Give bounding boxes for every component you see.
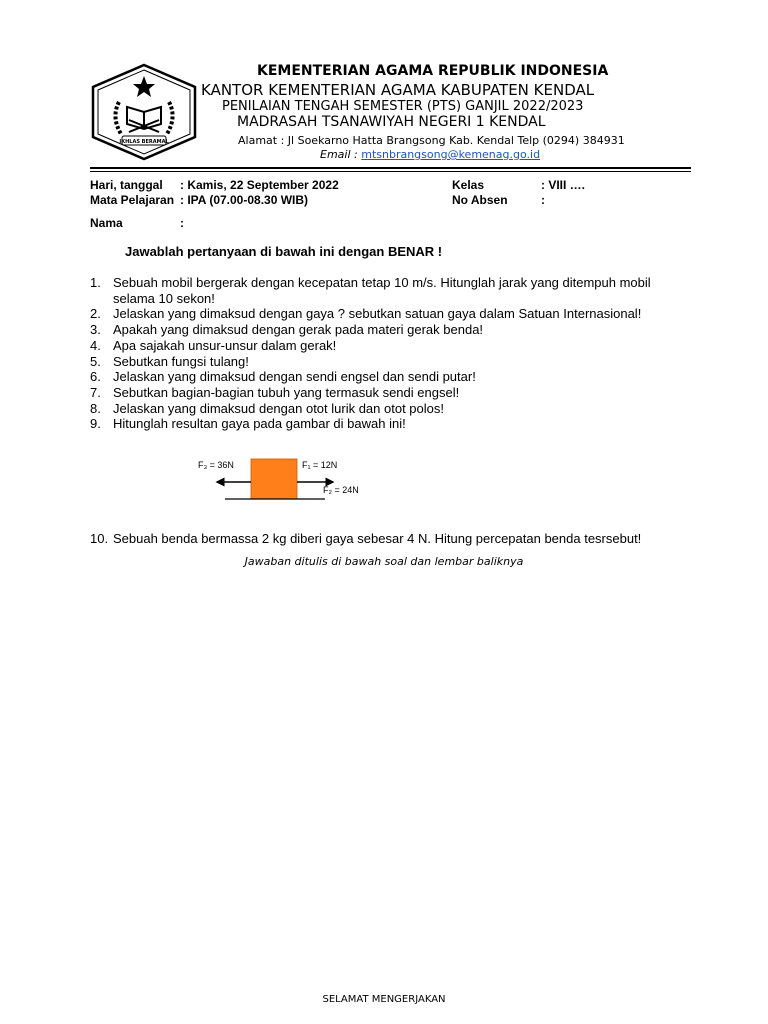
logo-text: IKHLAS BERAMAL xyxy=(119,139,169,145)
question-number: 4. xyxy=(90,337,101,353)
question-number: 6. xyxy=(90,369,101,385)
question-text: Apa sajakah unsur-unsur dalam gerak! xyxy=(113,337,337,353)
header-exam: PENILAIAN TENGAH SEMESTER (PTS) GANJIL 2022/2023 xyxy=(222,99,584,114)
class-value: : VIII …. xyxy=(541,178,586,192)
question-text: Sebuah benda bermassa 2 kg diberi gaya sebesar 4 N. Hitung percepatan benda tesrsebut! xyxy=(113,531,642,546)
question-text: Jelaskan yang dimaksud dengan gaya ? sebutkan satuan gaya dalam Satuan Internasional! xyxy=(113,306,642,322)
question-number: 8. xyxy=(90,400,101,416)
header-office: KANTOR KEMENTERIAN AGAMA KABUPATEN KENDAL xyxy=(201,81,595,99)
question-number: 2. xyxy=(90,306,101,322)
instruction: Jawablah pertanyaan di bawah ini dengan BENAR ! xyxy=(125,244,443,259)
question-number: 9. xyxy=(90,416,101,432)
question-item xyxy=(90,401,690,417)
question-item xyxy=(90,306,690,322)
question-number: 3. xyxy=(90,322,101,338)
absen-value: : xyxy=(541,193,545,207)
question-text: Sebutkan fungsi tulang! xyxy=(113,353,249,369)
header-school: MADRASAH TSANAWIYAH NEGERI 1 KENDAL xyxy=(237,114,546,130)
absen-label: No Absen xyxy=(452,193,508,207)
name-value: : xyxy=(180,216,184,230)
answer-note: Jawaban ditulis di bawah soal dan lembar baliknya xyxy=(244,555,524,568)
question-text: Apakah yang dimaksud dengan gerak pada materi gerak benda! xyxy=(113,322,484,338)
question-item xyxy=(90,338,690,354)
header-email-line xyxy=(320,148,540,161)
question-list xyxy=(90,275,690,432)
header-address: Alamat : Jl Soekarno Hatta Brangsong Kab. Kendal Telp (0294) 384931 xyxy=(238,134,625,147)
force-diagram xyxy=(195,455,375,505)
class-label: Kelas xyxy=(452,178,485,192)
question-text: Sebuah mobil bergerak dengan kecepatan tetap 10 m/s. Hitunglah jarak yang ditempuh mobil selama 10 sekon! xyxy=(113,275,651,306)
question-number: 5. xyxy=(90,353,101,369)
question-text: Jelaskan yang dimaksud dengan otot lurik dan otot polos! xyxy=(113,400,444,416)
question-item xyxy=(90,531,641,546)
f1-label: F₁ = 12N xyxy=(302,460,338,470)
f3-label: F₃ = 36N xyxy=(198,460,234,470)
header-ministry: KEMENTERIAN AGAMA REPUBLIK INDONESIA xyxy=(257,63,609,79)
ministry-logo xyxy=(89,62,199,162)
question-text: Hitunglah resultan gaya pada gambar di bawah ini! xyxy=(113,416,406,432)
question-number: 1. xyxy=(90,275,101,290)
date-label: Hari, tanggal xyxy=(90,178,163,192)
question-number: 7. xyxy=(90,384,101,400)
f2-label: F₂ = 24N xyxy=(323,485,359,495)
force-box xyxy=(251,459,297,499)
name-label: Nama xyxy=(90,216,123,230)
header-divider xyxy=(90,167,691,169)
date-value: : Kamis, 22 September 2022 xyxy=(180,178,339,192)
question-item xyxy=(90,416,690,432)
subject-label: Mata Pelajaran xyxy=(90,193,175,207)
question-text: Jelaskan yang dimaksud dengan sendi engsel dan sendi putar! xyxy=(113,369,476,385)
question-item xyxy=(90,385,690,401)
footer-text: SELAMAT MENGERJAKAN xyxy=(322,994,446,1005)
question-item xyxy=(90,369,690,385)
header-divider-thin xyxy=(90,171,691,172)
subject-value: : IPA (07.00-08.30 WIB) xyxy=(180,193,309,207)
question-item xyxy=(90,354,690,370)
question-text: Sebutkan bagian-bagian tubuh yang termasuk sendi engsel! xyxy=(113,384,460,400)
question-item xyxy=(90,275,690,306)
email-label: Email : xyxy=(320,148,358,161)
question-item xyxy=(90,322,690,338)
question-number: 10. xyxy=(90,531,109,546)
email-link[interactable]: mtsnbrangsong@kemenag.go.id xyxy=(361,148,541,161)
